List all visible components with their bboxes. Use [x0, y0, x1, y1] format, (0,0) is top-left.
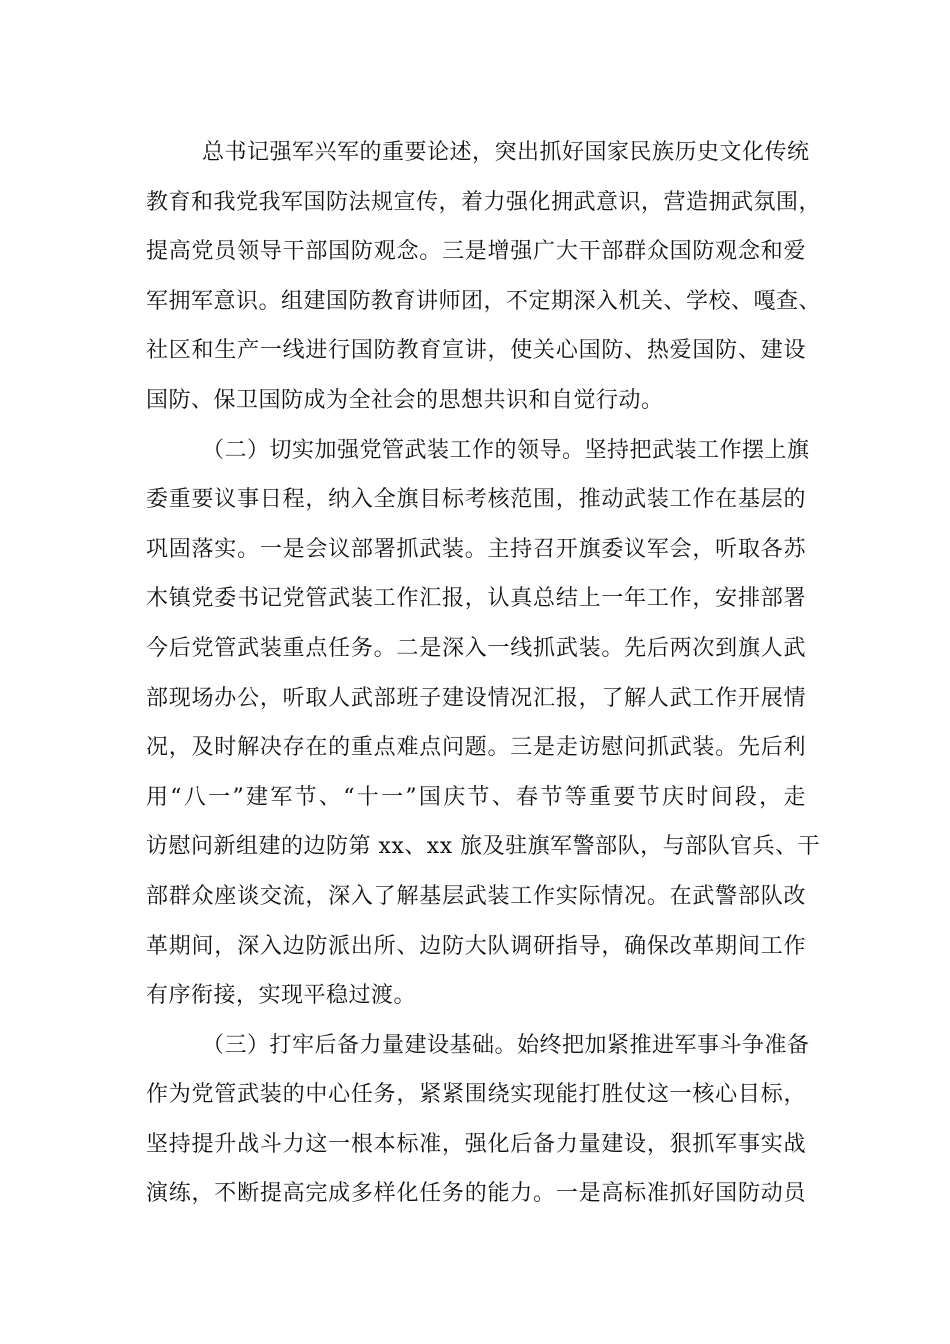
text-line: （二）切实加强党管武装工作的领导。坚持把武装工作摆上旗 — [202, 437, 810, 463]
text-line: 委重要议事日程，纳入全旗目标考核范围，推动武装工作在基层的 — [146, 487, 806, 513]
text-line: 用“八一”建军节、“十一”国庆节、春节等重要节庆时间段，走 — [146, 784, 806, 810]
text-line: 演练，不断提高完成多样化任务的能力。一是高标准抓好国防动员 — [146, 1181, 806, 1207]
text-line: 社区和生产一线进行国防教育宣讲，使关心国防、热爱国防、建设 — [146, 338, 806, 364]
text-line: 国防、保卫国防成为全社会的思想共识和自觉行动。 — [146, 387, 664, 413]
text-line: 况，及时解决存在的重点难点问题。三是走访慰问抓武装。先后利 — [146, 735, 806, 761]
text-line: 教育和我党我军国防法规宣传，着力强化拥武意识，营造拥武氛围， — [146, 189, 822, 215]
text-line: 作为党管武装的中心任务，紧紧围绕实现能打胜仗这一核心目标， — [146, 1082, 806, 1108]
text-line: 提高党员领导干部国防观念。三是增强广大干部群众国防观念和爱 — [146, 239, 806, 265]
text-line: 部群众座谈交流，深入了解基层武装工作实际情况。在武警部队改 — [146, 883, 806, 909]
text-line: 坚持提升战斗力这一根本标准，强化后备力量建设，狠抓军事实战 — [146, 1131, 806, 1157]
text-line: 木镇党委书记党管武装工作汇报，认真总结上一年工作，安排部署 — [146, 586, 806, 612]
text-line: 军拥军意识。组建国防教育讲师团，不定期深入机关、学校、嘎查、 — [146, 288, 822, 314]
text-line: 有序衔接，实现平稳过渡。 — [146, 983, 417, 1009]
text-line: 革期间，深入边防派出所、边防大队调研指导，确保改革期间工作 — [146, 933, 806, 959]
text-line: （三）打牢后备力量建设基础。始终把加紧推进军事斗争准备 — [202, 1032, 810, 1058]
text-line: 访慰问新组建的边防第 xx、xx 旅及驻旗军警部队，与部队官兵、干 — [146, 834, 821, 860]
text-line: 巩固落实。一是会议部署抓武装。主持召开旗委议军会，听取各苏 — [146, 536, 806, 562]
text-line: 部现场办公，听取人武部班子建设情况汇报，了解人武工作开展情 — [146, 685, 806, 711]
document-body — [146, 128, 822, 1219]
text-line: 今后党管武装重点任务。二是深入一线抓武装。先后两次到旗人武 — [146, 635, 806, 661]
text-line: 总书记强军兴军的重要论述，突出抓好国家民族历史文化传统 — [202, 140, 810, 165]
